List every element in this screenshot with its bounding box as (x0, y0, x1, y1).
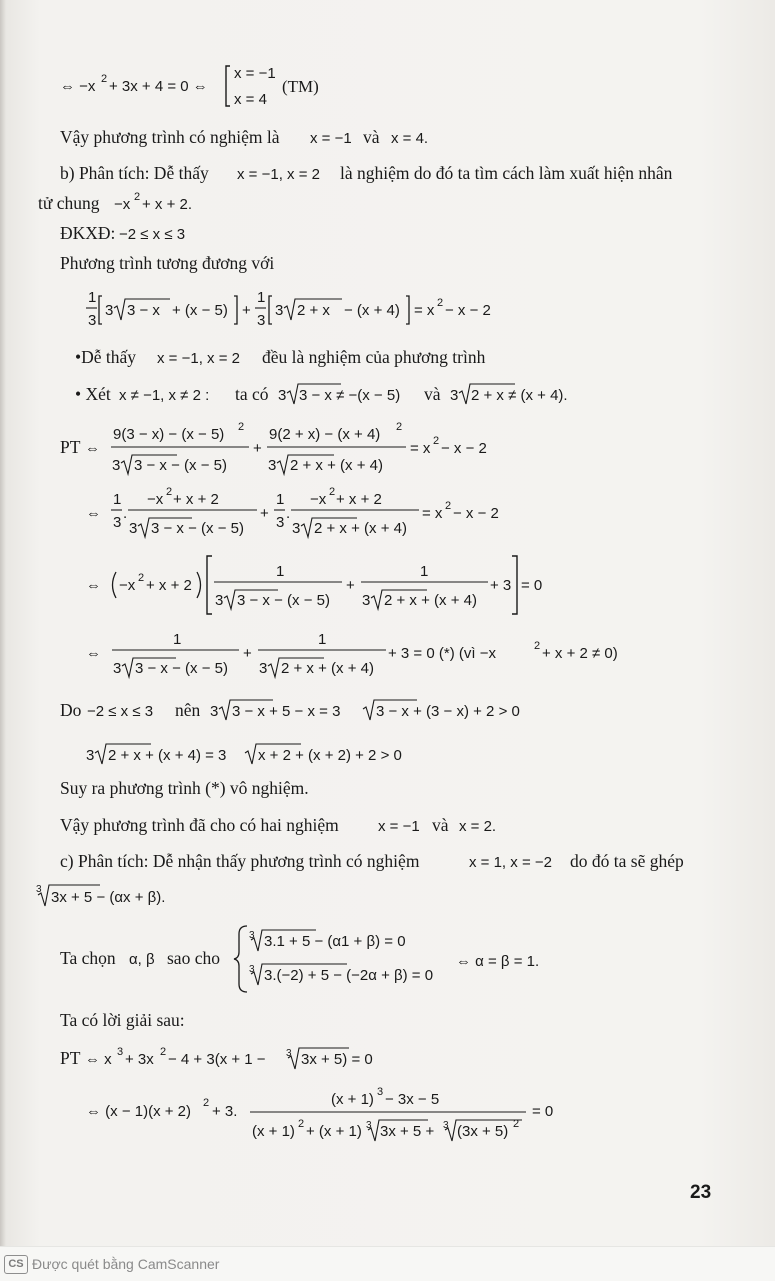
svg-text:⇔: ⇔ (86, 577, 101, 594)
svg-text:−x: −x (310, 491, 327, 508)
svg-text:và: và (363, 127, 380, 147)
svg-text:3: 3 (259, 660, 268, 677)
equation-line-15 (86, 736, 426, 770)
svg-text:−2 ≤ x ≤ 3: −2 ≤ x ≤ 3 (119, 226, 186, 243)
svg-text:2: 2 (396, 421, 403, 433)
svg-text:= x: = x (422, 505, 443, 522)
svg-text:x = 2.: x = 2. (459, 818, 497, 835)
svg-text:ĐKXĐ:: ĐKXĐ: (60, 223, 116, 243)
equation-line-10 (60, 416, 520, 480)
svg-text:nên: nên (175, 700, 201, 720)
svg-text:2: 2 (329, 486, 336, 498)
svg-text:x = 1, x = −2: x = 1, x = −2 (469, 854, 552, 871)
equation-line-20 (60, 920, 580, 1000)
equation-line-12 (86, 550, 556, 620)
svg-text:3: 3 (105, 302, 114, 319)
svg-text:2: 2 (298, 1118, 305, 1130)
svg-text:đều là nghiệm của phương trình: đều là nghiệm của phương trình (262, 347, 486, 367)
svg-text:+: + (260, 505, 269, 522)
svg-text:−x: −x (114, 196, 131, 213)
svg-text:+: + (346, 577, 355, 594)
svg-text:b) Phân tích: Dễ thấy: b) Phân tích: Dễ thấy (60, 163, 209, 183)
svg-text:2 + x + (x + 4): 2 + x + (x + 4) (290, 457, 383, 474)
equation-line-19 (36, 876, 236, 912)
svg-text:− x − 2: − x − 2 (441, 440, 487, 457)
svg-text:3 − x ≠ −(x − 5): 3 − x ≠ −(x − 5) (299, 387, 401, 404)
scanner-footer (0, 1246, 775, 1281)
svg-text:3: 3 (249, 964, 255, 975)
svg-text:3: 3 (210, 703, 219, 720)
text-line-2 (60, 124, 460, 150)
svg-text:+: + (243, 645, 252, 662)
svg-text:+: + (242, 302, 251, 319)
svg-text:2 + x + (x + 4): 2 + x + (x + 4) (281, 660, 374, 677)
svg-text:3: 3 (117, 1046, 124, 1058)
svg-text:ta có: ta có (235, 384, 269, 404)
svg-text:−2 ≤ x ≤ 3: −2 ≤ x ≤ 3 (87, 703, 154, 720)
svg-text:1: 1 (276, 563, 285, 580)
svg-text:sao cho: sao cho (167, 948, 220, 968)
svg-text:α, β: α, β (129, 951, 155, 968)
svg-text:2 + x + (x + 4) = 3: 2 + x + (x + 4) = 3 (108, 747, 227, 764)
text-line-6: Phương trình tương đương với (60, 253, 275, 273)
svg-text:3: 3 (113, 514, 122, 531)
svg-text:2: 2 (437, 297, 444, 309)
svg-text:− x − 2: − x − 2 (445, 302, 491, 319)
svg-text:và: và (432, 815, 449, 835)
svg-text:3x + 5) = 0: 3x + 5) = 0 (301, 1051, 373, 1068)
page-number: 23 (690, 1182, 712, 1203)
svg-text:⇔: ⇔ (86, 505, 101, 522)
svg-text:⇔: ⇔ (85, 440, 100, 457)
svg-text:1: 1 (318, 631, 327, 648)
svg-text:2: 2 (160, 1046, 167, 1058)
svg-text:⇔ x: ⇔ x (85, 1051, 112, 1068)
svg-text:x = −1, x = 2: x = −1, x = 2 (157, 350, 240, 367)
svg-text:3: 3 (278, 387, 287, 404)
svg-text:•Dễ thấy: •Dễ thấy (75, 347, 137, 367)
svg-text:là nghiệm do đó ta tìm cách là: là nghiệm do đó ta tìm cách làm xuất hiện nhân (340, 163, 673, 183)
svg-text:x = −1, x = 2: x = −1, x = 2 (237, 166, 320, 183)
svg-text:PT: PT (60, 437, 81, 457)
svg-text:3: 3 (275, 302, 284, 319)
svg-text:do đó ta sẽ ghép: do đó ta sẽ ghép (570, 851, 684, 871)
svg-text:⇔: ⇔ (86, 645, 101, 662)
svg-text:2: 2 (203, 1097, 210, 1109)
equation-line-7 (86, 282, 516, 334)
svg-text:+ 3: + 3 (490, 577, 512, 594)
svg-text:+ 3.: + 3. (212, 1103, 238, 1120)
svg-text:1: 1 (173, 631, 182, 648)
svg-text:2: 2 (138, 572, 145, 584)
svg-text:3: 3 (215, 592, 224, 609)
svg-text:1: 1 (420, 563, 429, 580)
equation-line-13 (86, 622, 626, 686)
svg-text:+ (x − 5): + (x − 5) (172, 302, 228, 319)
svg-text:3x + 5 +: 3x + 5 + (380, 1123, 435, 1140)
svg-text:3: 3 (362, 592, 371, 609)
svg-text:2: 2 (134, 191, 141, 203)
svg-text:3 − x − (x − 5): 3 − x − (x − 5) (134, 457, 227, 474)
bullet-line-8 (75, 344, 555, 370)
svg-text:2: 2 (166, 486, 173, 498)
equation-line-1 (60, 56, 360, 114)
equation-line-14 (60, 692, 560, 726)
svg-text:3: 3 (450, 387, 459, 404)
text-line-16: Suy ra phương trình (*) vô nghiệm. (60, 778, 309, 798)
equation-line-23 (86, 1084, 576, 1154)
svg-text:3 − x − (x − 5): 3 − x − (x − 5) (135, 660, 228, 677)
svg-text:⇔ −x: ⇔ −x (60, 78, 96, 95)
text-line-4 (38, 188, 278, 214)
equation-line-11 (86, 482, 526, 544)
svg-text:x = −1: x = −1 (310, 130, 352, 147)
svg-text:+ 3x + 4 = 0 ⇔: + 3x + 4 = 0 ⇔ (109, 78, 208, 95)
svg-text:(x + 1): (x + 1) (331, 1091, 374, 1108)
svg-text:(x + 1): (x + 1) (252, 1123, 295, 1140)
svg-text:3: 3 (366, 1120, 372, 1131)
svg-text:3: 3 (276, 514, 285, 531)
svg-text:2: 2 (534, 640, 541, 652)
svg-text:= x: = x (414, 302, 435, 319)
svg-text:3: 3 (268, 457, 277, 474)
svg-text:3.1 + 5 − (α1 + β) = 0: 3.1 + 5 − (α1 + β) = 0 (264, 933, 406, 950)
camscanner-logo-icon: CS (4, 1255, 28, 1274)
svg-text:2: 2 (101, 73, 108, 85)
svg-text:+: + (253, 440, 262, 457)
svg-text:x = 4: x = 4 (234, 91, 267, 108)
svg-text:= 0: = 0 (521, 577, 543, 594)
svg-text:+ x + 2.: + x + 2. (142, 196, 193, 213)
svg-text:3: 3 (292, 520, 301, 537)
svg-text:−x: −x (147, 491, 164, 508)
svg-text:PT: PT (60, 1048, 81, 1068)
svg-text:+ 3 = 0 (*) (vì −x: + 3 = 0 (*) (vì −x (388, 645, 496, 662)
svg-text:3: 3 (86, 747, 95, 764)
svg-text:9(2 + x) − (x + 4): 9(2 + x) − (x + 4) (269, 426, 381, 443)
condition-line (60, 220, 260, 246)
svg-text:2 + x ≠ (x + 4).: 2 + x ≠ (x + 4). (471, 387, 568, 404)
svg-text:Do: Do (60, 700, 82, 720)
svg-text:(TM): (TM) (282, 77, 319, 96)
text-line-3 (60, 160, 720, 186)
svg-text:= 0: = 0 (532, 1103, 554, 1120)
svg-text:3: 3 (249, 930, 255, 941)
svg-text:+ x + 2 ≠ 0): + x + 2 ≠ 0) (542, 645, 618, 662)
svg-text:1: 1 (276, 491, 285, 508)
equation-line-22 (60, 1038, 400, 1074)
svg-text:− 4 + 3(x + 1 −: − 4 + 3(x + 1 − (168, 1051, 266, 1068)
svg-text:2 + x + (x + 4): 2 + x + (x + 4) (314, 520, 407, 537)
svg-text:3: 3 (257, 312, 266, 329)
svg-text:x = −1: x = −1 (378, 818, 420, 835)
svg-text:2 + x + (x + 4): 2 + x + (x + 4) (384, 592, 477, 609)
svg-text:1: 1 (257, 289, 266, 306)
svg-text:tử chung: tử chung (38, 193, 100, 213)
svg-text:2: 2 (445, 500, 452, 512)
svg-text:x = 4.: x = 4. (391, 130, 429, 147)
svg-text:.: . (286, 505, 291, 522)
svg-text:3: 3 (36, 884, 42, 895)
bullet-line-9 (75, 376, 595, 410)
svg-text:3 − x + (3 − x) + 2 > 0: 3 − x + (3 − x) + 2 > 0 (376, 703, 520, 720)
svg-text:2 + x: 2 + x (297, 302, 330, 319)
svg-text:3 − x − (x − 5): 3 − x − (x − 5) (151, 520, 244, 537)
svg-text:+ x + 2: + x + 2 (336, 491, 382, 508)
svg-text:− (x + 4): − (x + 4) (344, 302, 400, 319)
svg-text:⇔ α = β = 1.: ⇔ α = β = 1. (456, 953, 540, 970)
svg-text:1: 1 (113, 491, 122, 508)
svg-text:3: 3 (112, 457, 121, 474)
svg-text:.: . (123, 505, 128, 522)
svg-text:3 − x − (x − 5): 3 − x − (x − 5) (237, 592, 330, 609)
text-line-21: Ta có lời giải sau: (60, 1010, 185, 1030)
svg-text:x + 2 + (x + 2) + 2 > 0: x + 2 + (x + 2) + 2 > 0 (258, 747, 402, 764)
svg-text:2: 2 (513, 1118, 520, 1130)
camscanner-watermark-text: Được quét bằng CamScanner (32, 1256, 220, 1272)
svg-text:+ x + 2: + x + 2 (173, 491, 219, 508)
svg-text:c) Phân tích: Dễ nhận thấy phư: c) Phân tích: Dễ nhận thấy phương trình có nghiệm (60, 851, 420, 871)
svg-text:2: 2 (238, 421, 245, 433)
svg-text:+ x + 2: + x + 2 (146, 577, 192, 594)
svg-text:Ta chọn: Ta chọn (60, 948, 116, 968)
svg-text:+ 3x: + 3x (125, 1051, 154, 1068)
svg-text:(3x + 5): (3x + 5) (457, 1123, 509, 1140)
svg-text:• Xét: • Xét (75, 384, 111, 404)
svg-text:= x: = x (410, 440, 431, 457)
svg-text:3: 3 (443, 1120, 449, 1131)
svg-text:− 3x − 5: − 3x − 5 (385, 1091, 440, 1108)
svg-text:Vậy phương trình có nghiệm là: Vậy phương trình có nghiệm là (60, 127, 280, 147)
svg-text:9(3 − x) − (x − 5): 9(3 − x) − (x − 5) (113, 426, 225, 443)
svg-text:3x + 5 − (αx + β).: 3x + 5 − (αx + β). (51, 889, 166, 906)
svg-text:3: 3 (129, 520, 138, 537)
svg-text:3: 3 (286, 1048, 292, 1059)
svg-text:2: 2 (433, 435, 440, 447)
svg-text:3: 3 (113, 660, 122, 677)
svg-text:+ (x + 1): + (x + 1) (306, 1123, 362, 1140)
svg-text:3 − x + 5 − x = 3: 3 − x + 5 − x = 3 (232, 703, 341, 720)
svg-text:−x: −x (119, 577, 136, 594)
text-line-17 (60, 812, 540, 838)
text-line-18 (60, 848, 720, 874)
svg-text:⇔ (x − 1)(x + 2): ⇔ (x − 1)(x + 2) (86, 1103, 192, 1120)
svg-text:x = −1: x = −1 (234, 65, 276, 82)
svg-text:3: 3 (377, 1086, 384, 1098)
svg-text:Vậy phương trình đã cho có hai: Vậy phương trình đã cho có hai nghiệm (60, 815, 339, 835)
svg-text:và: và (424, 384, 441, 404)
svg-text:1: 1 (88, 289, 97, 306)
svg-text:3 − x: 3 − x (127, 302, 160, 319)
svg-text:x ≠ −1, x ≠ 2 :: x ≠ −1, x ≠ 2 : (119, 387, 210, 404)
svg-text:3.(−2) + 5 − (−2α + β) = 0: 3.(−2) + 5 − (−2α + β) = 0 (264, 967, 434, 984)
svg-text:− x − 2: − x − 2 (453, 505, 499, 522)
svg-text:3: 3 (88, 312, 97, 329)
